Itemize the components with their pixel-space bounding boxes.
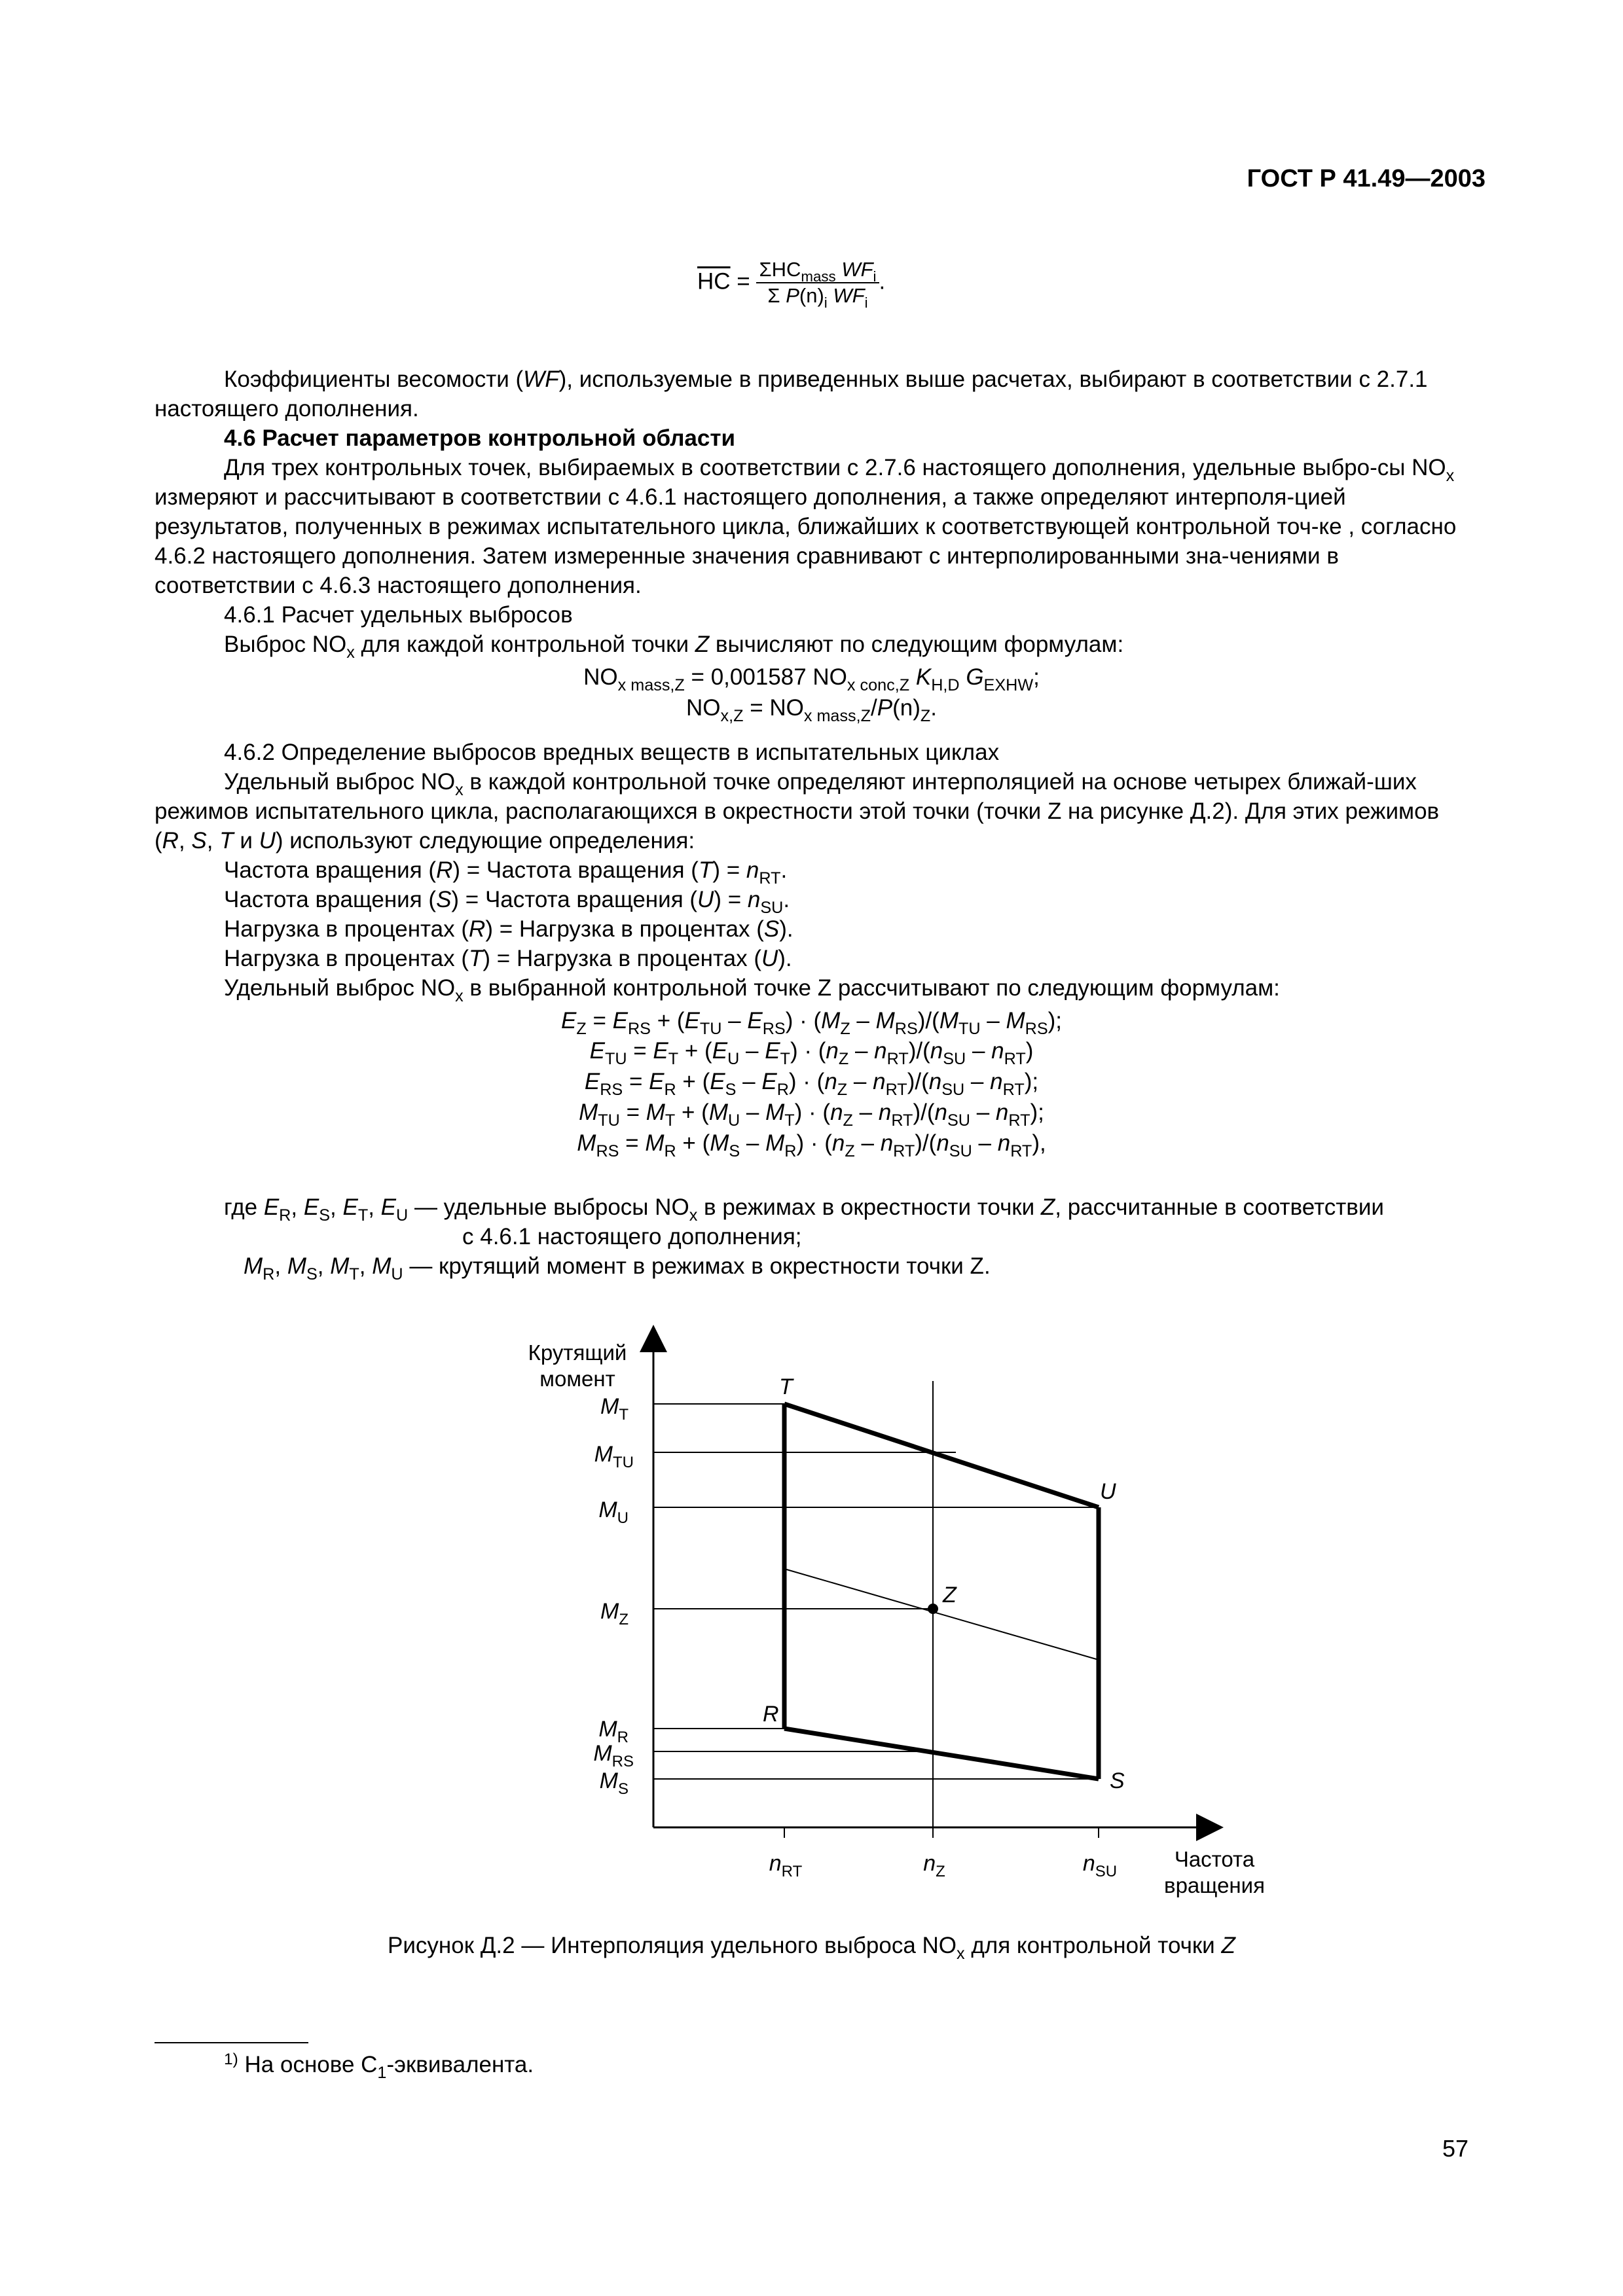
x-tick-label: $n_Z$ xyxy=(923,1851,945,1880)
y-tick-label: $M_T$ xyxy=(600,1394,629,1424)
definition-line: Частота вращения (R) = Частота вращения $(T) = n_{RT}$. xyxy=(224,857,788,888)
interpolation-equation: $M_{RS} = M_R + (M_S - M_R) \cdot (n_Z - n_{RT})/(n_{SU} - n_{RT})$, xyxy=(577,1130,1046,1160)
y-tick-label: $M_R$ xyxy=(598,1717,629,1746)
x-tick-label: $n_{RT}$ xyxy=(769,1851,803,1880)
equation-nox-specific: $NO_{x,Z} = NO_{x mass,Z}/P(n)_Z$. xyxy=(685,695,938,725)
interpolation-line xyxy=(784,1569,1099,1660)
definition-line: Нагрузка в процентах (T) = Нагрузка в процентах (U). xyxy=(224,946,792,971)
equation-nox-mass: $NO_{x mass,Z} = 0,001587$ $NO_{x conc,Z}$ $K_{H,D}$ $G_{EXHW}$; xyxy=(583,664,1040,694)
interpolation-equation: $E_{RS} = E_R + (E_S - E_R) \cdot (n_Z - n_{RT})/(n_{SU} - n_{RT})$; xyxy=(584,1069,1039,1099)
y-axis-label: Крутящий xyxy=(528,1340,627,1365)
section-heading-4-6: 4.6 Расчет параметров контрольной области xyxy=(224,425,736,451)
paragraph-4-6-2: Удельный выброс $NO_x$ в каждой контрольной точке определяют интерполяцией на основе четырех ближай-ших режимов испытательного цикла, располагающихся в окрестности этой точки (точки Z на рисунке Д.2). Для этих режимов (R, S, T и U) используют следующие определения: xyxy=(155,769,1440,853)
interpolation-equation: $E_Z = E_{RS} + (E_{TU} - E_{RS}) \cdot (M_Z - M_{RS})/(M_{TU} - M_{RS})$; xyxy=(560,1008,1063,1038)
paragraph-z-calculation: Удельный выброс $NO_x$ в выбранной контрольной точке Z рассчитывают по следующим формулам: xyxy=(224,975,1280,1005)
x-axis-label: Частота xyxy=(1174,1847,1255,1871)
interpolation-equation: $M_{TU} = M_T + (M_U - M_T) \cdot (n_Z - n_{RT})/(n_{SU} - n_{RT})$; xyxy=(579,1100,1044,1130)
interpolation-equation: $E_{TU} = E_T + (E_U - E_T) \cdot (n_Z - n_{RT})/(n_{SU} - n_{RT})$ xyxy=(589,1038,1034,1068)
hc-formula: $\overline{HC}$ = $\frac{\Sigma HC_{mass} WF_i}{\Sigma P(n)_i WF_i}$ . xyxy=(697,258,886,311)
section-heading-4-6-1: 4.6.1 Расчет удельных выбросов xyxy=(224,602,573,628)
page-number: 57 xyxy=(1442,2135,1468,2162)
point-z-marker xyxy=(928,1604,938,1614)
edge-s-r xyxy=(784,1729,1099,1779)
point-label-t: T xyxy=(779,1374,793,1399)
section-heading-4-6-2: 4.6.2 Определение выбросов вредных веществ в испытательных циклах xyxy=(224,740,1000,765)
footnote-rule xyxy=(155,2042,308,2043)
point-label-u: U xyxy=(1100,1479,1116,1504)
footnote: $^{1)}$ На основе $С_1$-эквивалента. xyxy=(224,2050,534,2082)
definition-line: Частота вращения (S) = Частота вращения $(U) = n_{SU}$. xyxy=(224,887,790,917)
y-tick-label: $M_U$ xyxy=(598,1498,629,1527)
where-clause-m: $M_R$, $M_S$, $M_T$, $M_U$ — крутящий момент в режимах в окрестности точки Z. xyxy=(244,1253,991,1283)
paragraph-weight-factors: Коэффициенты весомости (WF), используемые в приведенных выше расчетах, выбирают в соответствии с 2.7.1 настоящего дополнения. xyxy=(155,367,1428,422)
y-axis-label: момент xyxy=(539,1367,615,1391)
paragraph-4-6: Для трех контрольных точек, выбираемых в соответствии с 2.7.6 настоящего дополнения, удельные выбро-сы $NO_x$ измеряют и рассчитывают в соответствии с 4.6.1 настоящего дополнения, а также определяют интерполя-цией результатов, полученных в режимах испытательного цикла, ближайших к соответствующей контрольной точ-ке , согласно 4.6.2 настоящего дополнения. Затем измеренные значения сравнивают с интерполированными зна-чениями в соответствии с 4.6.3 настоящего дополнения. xyxy=(155,455,1457,598)
x-axis-label: вращения xyxy=(1164,1873,1265,1897)
y-tick-label: $M_Z$ xyxy=(600,1599,629,1628)
y-tick-label: $M_{TU}$ xyxy=(594,1442,634,1471)
definition-line: Нагрузка в процентах (R) = Нагрузка в процентах (S). xyxy=(224,916,793,942)
hc-lhs: $\overline{HC}$ xyxy=(697,268,731,295)
point-label-z: Z xyxy=(943,1583,957,1607)
where-clause-e: где $E_R$, $E_S$, $E_T$, $E_U$ — удельные выбросы $NO_x$ в режимах в окрестности точки Z, рассчитанные в соответствии с 4.6.1 настоящего дополнения; xyxy=(224,1194,1384,1249)
edge-t-u xyxy=(784,1404,1099,1507)
point-label-s: S xyxy=(1110,1768,1125,1793)
x-tick-label: $n_{SU}$ xyxy=(1082,1851,1118,1880)
document-id: ГОСТ Р 41.49—2003 xyxy=(1247,165,1486,192)
point-label-r: R xyxy=(763,1702,779,1727)
paragraph-4-6-1: Выброс $NO_x$ для каждой контрольной точки Z вычисляют по следующим формулам: xyxy=(224,632,1124,662)
y-tick-label: $M_S$ xyxy=(599,1768,629,1798)
hc-fraction: $\frac{\Sigma HC_{mass} WF_i}{\Sigma P(n)_i WF_i}$ xyxy=(756,257,879,308)
figure-caption: Рисунок Д.2 — Интерполяция удельного выброса $NO_x$ для контрольной точки Z xyxy=(388,1933,1235,1963)
y-tick-label: $M_{RS}$ xyxy=(593,1741,634,1770)
